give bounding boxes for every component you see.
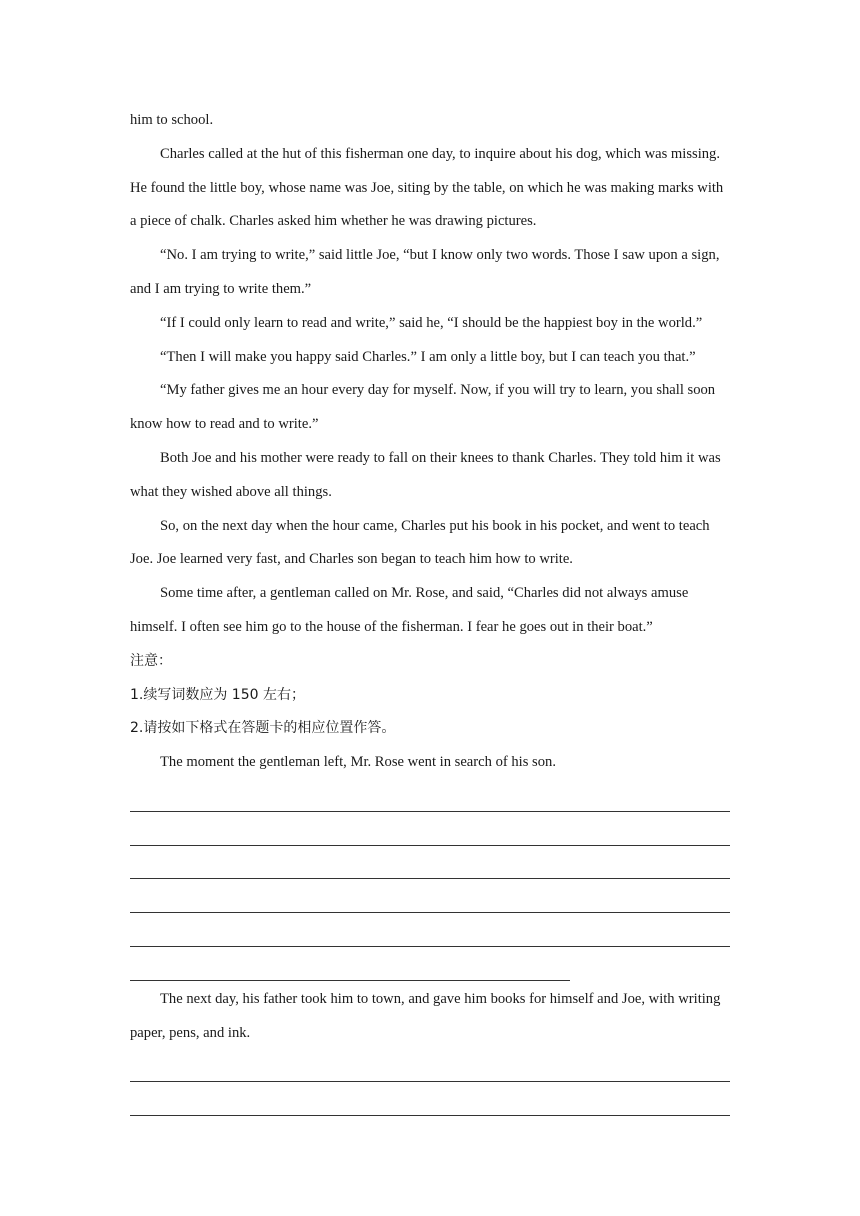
continuation-prompt-2: The next day, his father took him to town, and gave him books for himself and Joe, with writing paper, pens, and ink. (130, 990, 721, 1041)
answer-line[interactable] (130, 1084, 730, 1118)
continuation-prompt-1: The moment the gentleman left, Mr. Rose went in search of his son. (160, 754, 556, 771)
note-item: 1.续写词数应为 150 左右； (130, 686, 305, 703)
answer-area-2 (130, 1050, 730, 1118)
story-paragraph: “If I could only learn to read and write,” said he, “I should be the happiest boy in the world.” (160, 314, 703, 331)
note-item: 2.请按如下格式在答题卡的相应位置作答。 (130, 720, 396, 737)
story-paragraph: So, on the next day when the hour came, Charles put his book in his pocket, and went to teach Joe. Joe learned very fast, and Charles son began to teach him how to write. (130, 517, 710, 568)
answer-line[interactable] (130, 881, 730, 915)
story-paragraph: “My father gives me an hour every day for myself. Now, if you will try to learn, you shall soon know how to read and to write.” (130, 382, 716, 433)
answer-line[interactable] (130, 848, 730, 882)
story-paragraph: Charles called at the hut of this fisherman one day, to inquire about his dog, which was missing. He found the little boy, whose name was Joe, siting by the table, on which he was making marks with a piece of chalk. Charles asked him whether he was drawing pictures. (130, 145, 724, 230)
notes-heading: 注意： (130, 652, 172, 669)
story-paragraph: “Then I will make you happy said Charles.” I am only a little boy, but I can teach you that.” (160, 348, 696, 365)
answer-line[interactable] (130, 1050, 730, 1084)
document-page (130, 104, 730, 1118)
answer-line[interactable] (130, 814, 730, 848)
story-paragraph: Both Joe and his mother were ready to fall on their knees to thank Charles. They told him it was what they wished above all things. (130, 449, 721, 500)
answer-line[interactable] (130, 780, 730, 814)
story-paragraph: “No. I am trying to write,” said little Joe, “but I know only two words. Those I saw upon a sign, and I am trying to write them.” (130, 247, 720, 297)
answer-area-1 (130, 780, 730, 983)
answer-line[interactable] (130, 915, 730, 949)
story-paragraph: him to school. (130, 112, 214, 128)
story-paragraph: Some time after, a gentleman called on Mr. Rose, and said, “Charles did not always amuse himself. I often see him go to the house of the fisherman. I fear he goes out in their boat.” (130, 585, 689, 635)
answer-line[interactable] (130, 949, 570, 983)
